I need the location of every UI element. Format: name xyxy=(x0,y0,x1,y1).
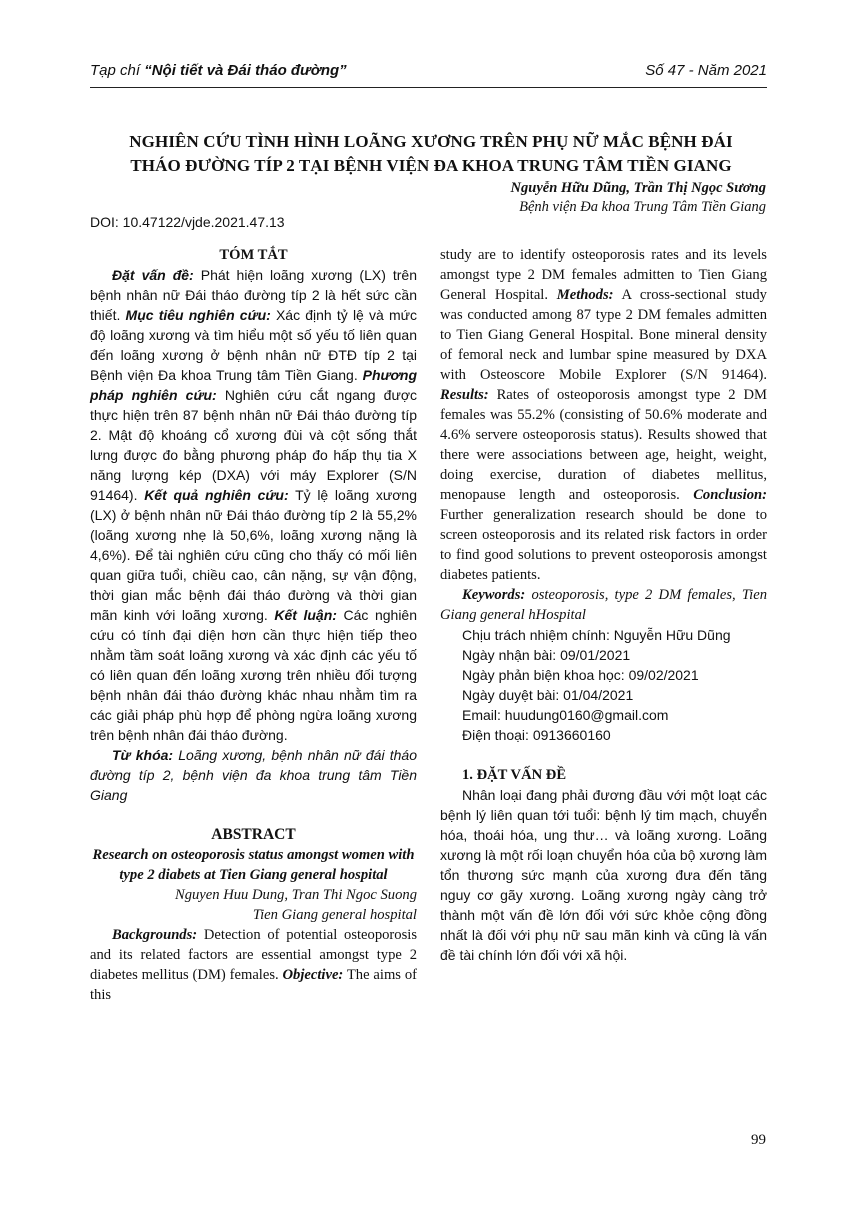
phone: Điện thoại: 0913660160 xyxy=(462,727,611,743)
en-meth-label: Methods: xyxy=(556,287,614,303)
en-abstract-body-part2 xyxy=(440,245,767,585)
en-kw-text: osteoporosis, type 2 DM females, Tien Giang general hHospital xyxy=(440,587,767,623)
vn-s3-text: Nghiên cứu cắt ngang được thực hiện trên 87 bệnh nhân nữ Đái tháo đường típ 2. Mật độ khoáng cổ xương đùi và cột sống thắt lưng được đo bằng phương pháp đo hấp thụ tia X năng lượng kép (DXA) với máy Explorer (S/N 91464). xyxy=(90,387,417,503)
en-obj-text-end: study are to identify osteoporosis rates and its levels amongst type 2 DM females admitten to Tien Giang General Hospital. xyxy=(440,247,767,303)
en-meth-text: A cross-sectional study was conducted among 87 type 2 DM females admitten to Tien Giang General Hospital. Bone mineral density of femoral neck and lumbar spine measured by DXA with Osteoscore Mobile Explorer (S/N 91464). xyxy=(440,287,767,383)
vn-keywords xyxy=(90,745,417,805)
vn-kw-label: Từ khóa: xyxy=(112,747,174,763)
en-affiliation: Tien Giang general hospital xyxy=(252,907,417,923)
en-authors: Nguyen Huu Dung, Tran Thi Ngoc Suong xyxy=(174,887,417,903)
vn-s5-text: Các nghiên cứu có tính đại diện hơn cần thực hiện tiếp theo nhằm tầm soát loãng xương và xác định các yếu tố có liên quan đến loãng xương trên nhiều đối tượng bệnh nhân đái tháo đường khác nhau nhằm tìm ra các giải pháp phù hợp để phòng ngừa loãng xương trên bệnh nhân đái tháo đường. xyxy=(90,607,418,743)
en-abstract-heading: ABSTRACT xyxy=(211,826,296,843)
vn-kw-text: Loãng xương, bệnh nhân nữ đái tháo đường típ 2, bệnh viện đa khoa trung tâm Tiền Giang xyxy=(90,747,417,803)
vn-s5-label: Kết luận: xyxy=(274,607,337,623)
page-number: 99 xyxy=(751,1132,766,1148)
vn-abstract-body xyxy=(90,265,417,745)
responsible-author: Chịu trách nhiệm chính: Nguyễn Hữu Dũng xyxy=(462,627,731,643)
title-line-1: NGHIÊN CỨU TÌNH HÌNH LOÃNG XƯƠNG TRÊN PHỤ NỮ MẮC BỆNH ĐÁI xyxy=(129,132,733,151)
vn-s4-label: Kết quả nghiên cứu: xyxy=(144,487,289,503)
en-res-label: Results: xyxy=(440,387,489,403)
right-column xyxy=(440,245,767,965)
vn-s1-label: Đặt vấn đề: xyxy=(112,267,194,283)
vn-s1-text: Phát hiện loãng xương (LX) trên bệnh nhân nữ Đái tháo đường típ 2 là hết sức cần thiết. xyxy=(90,267,418,323)
vn-s2-label: Mục tiêu nghiên cứu: xyxy=(125,307,271,323)
received-date: Ngày nhận bài: 09/01/2021 xyxy=(462,647,631,663)
en-obj-text-start: The aims of this xyxy=(90,967,417,1003)
email: Email: huudung0160@gmail.com xyxy=(462,707,669,723)
doi: DOI: 10.47122/vjde.2021.47.13 xyxy=(90,214,285,230)
en-keywords xyxy=(440,585,767,625)
en-conc-label: Conclusion: xyxy=(693,487,767,503)
journal-prefix: Tạp chí xyxy=(90,62,141,79)
vn-s4-text: Tỷ lệ loãng xương (LX) ở bệnh nhân nữ Đái tháo đường típ 2 là 55,2% (loãng xương nhẹ là 50,6%, loãng xương nặng là 4,6%). Để tài nghiên cứu cũng cho thấy có mối liên quan giữa tuổi, chiều cao, cân nặng, sự vận động, thời gian mắc bệnh đái tháo đường và thời gian mãn kinh với loãng xương. xyxy=(90,487,418,623)
section-1-text: Nhân loại đang phải đương đầu với một loạt các bệnh lý liên quan tới tuổi: bệnh lý tim mạch, chuyển hóa, thoái hóa, ung thư… và loãng xương. Loãng xương là một rối loạn chuyển hóa của bộ xương làm tổn thương sức mạnh của xương đưa đến tăng nguy cơ gãy xương. Loãng xương ngày càng trở thành một vấn đề lớn đối với sức khỏe cộng đồng nhất là đối với phụ nữ sau mãn kinh và cũng là vấn đề tài chính lớn đối với xã hội. xyxy=(440,787,767,963)
en-bg-text: Detection of potential osteoporosis and its related factors are essential amongst type 2 diabetes mellitus (DM) females. xyxy=(90,927,417,983)
issue-info: Số 47 - Năm 2021 xyxy=(645,62,767,79)
affiliation: Bệnh viện Đa khoa Trung Tâm Tiền Giang xyxy=(519,199,766,215)
vn-abstract-heading: TÓM TẮT xyxy=(219,247,288,263)
section-1-heading: 1. ĐẶT VẤN ĐỀ xyxy=(462,767,567,783)
en-obj-label: Objective: xyxy=(282,967,344,983)
article-title xyxy=(60,130,802,178)
review-date: Ngày phản biện khoa học: 09/02/2021 xyxy=(462,667,699,683)
journal-name: “Nội tiết và Đái tháo đường” xyxy=(144,62,347,79)
title-line-2: THÁO ĐƯỜNG TÍP 2 TẠI BỆNH VIỆN ĐA KHOA TRUNG TÂM TIỀN GIANG xyxy=(130,156,732,175)
vn-s3-label: Phương pháp nghiên cứu: xyxy=(90,367,417,403)
authors: Nguyễn Hữu Dũng, Trần Thị Ngọc Sương xyxy=(510,180,766,196)
running-header xyxy=(90,62,767,84)
vn-s2-text: Xác định tỷ lệ và mức độ loãng xương và tìm hiểu một số yếu tố liên quan đến loãng xương ở bệnh nhân nữ ĐTĐ típ 2 tại Bệnh viện Đa khoa Trung tâm Tiền Giang. xyxy=(90,307,417,383)
left-column xyxy=(90,245,417,1005)
en-res-text: Rates of osteoporosis amongst type 2 DM females was 55.2% (consisting of 50.6% moderate and 4.6% servere osteoporosis status). Results showed that there were associations between age, height, weight, doing exercise, duration of diabetes mellitus, menopause length and osteoporosis. xyxy=(440,387,767,503)
en-bg-label: Backgrounds: xyxy=(112,927,198,943)
header-rule xyxy=(90,87,767,88)
en-kw-label: Keywords: xyxy=(462,587,526,603)
en-abstract-title: Research on osteoporosis status amongst women with type 2 diabets at Tien Giang general hospital xyxy=(92,847,415,883)
en-conc-text: Further generalization research should be done to screen osteoporosis and its related risk factors in order to find good solutions to prevent osteoporosis amongst diabetes patients. xyxy=(440,507,767,583)
journal-title xyxy=(90,62,347,79)
accepted-date: Ngày duyệt bài: 01/04/2021 xyxy=(462,687,634,703)
en-abstract-body-part1 xyxy=(90,925,417,1005)
